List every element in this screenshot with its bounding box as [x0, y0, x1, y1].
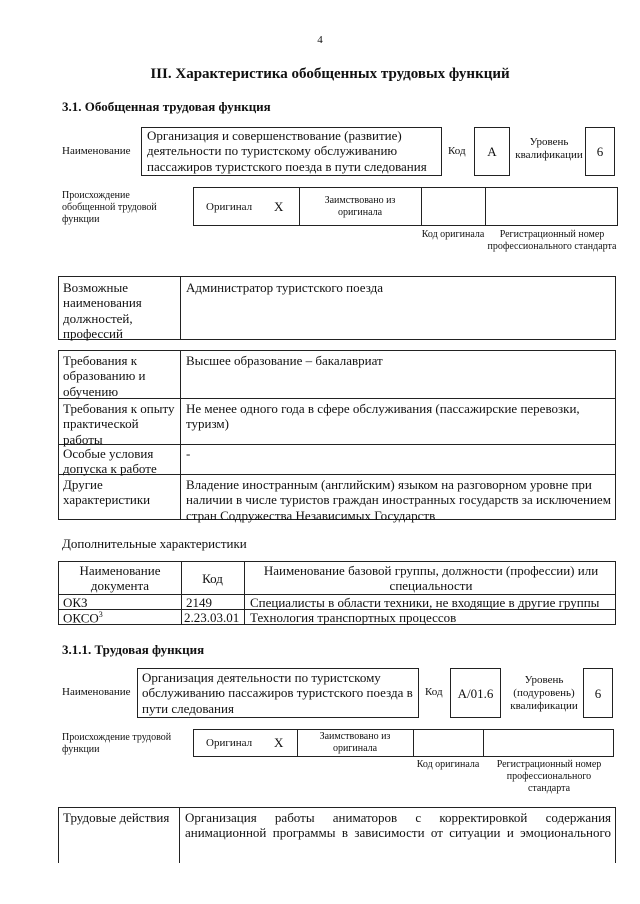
tf-code-value: A/01.6: [457, 686, 494, 701]
gf-name-value: Организация и совершенствование (развитие) деятельности по туристскому обслуживанию пассажиров туристского поезда в пути следования: [147, 128, 427, 174]
tf-original-label: Оригинал: [206, 737, 253, 749]
tf-origin-divider: [413, 729, 414, 757]
additional-row-doc: [63, 610, 103, 626]
gf-level-label: Уровень квалификации: [515, 136, 583, 161]
gf-heading: 3.1. Обобщенная трудовая функция: [62, 99, 271, 114]
gf-origin-label: Происхождение обобщенной трудовой функции: [62, 190, 157, 225]
gf-name-label: Наименование: [62, 145, 131, 157]
requirements-divider: [180, 350, 181, 520]
additional-header-doc: Наименование документа: [79, 563, 161, 594]
req-education-value: Высшее образование – бакалавриат: [186, 353, 383, 368]
req-other-value: Владение иностранным (английским) языком на разговорном уровне при наличии в числе туристов граждан иностранных государств за исключением стран Содружества Независимых Государств: [186, 477, 611, 523]
actions-divider: [179, 807, 180, 863]
tf-origin-divider: [297, 729, 298, 757]
tf-origin-label: Происхождение трудовой функции: [62, 732, 172, 755]
positions-value: Администратор туристского поезда: [186, 280, 383, 295]
gf-origin-divider: [421, 187, 422, 226]
gf-borrowed-label: Заимствовано из оригинала: [324, 195, 396, 218]
tf-level-value: 6: [594, 686, 602, 701]
additional-row-doc-text: ОКСО: [63, 610, 99, 626]
additional-row-code: 2.23.03.01: [184, 610, 240, 625]
additional-row-code: 2149: [186, 595, 212, 610]
tf-reg-caption: Регистрационный номер профессионального стандарта: [496, 759, 602, 794]
gf-level-value: 6: [596, 144, 604, 159]
additional-title: Дополнительные характеристики: [62, 536, 247, 551]
req-special-label: Особые условия допуска к работе: [63, 446, 157, 477]
additional-row-doc: ОКЗ: [63, 595, 88, 610]
actions-value: Организация работы аниматоров с корректировкой содержания анимационной программы в зависимости от ситуации и эмоционального: [185, 810, 611, 841]
gf-code-value: А: [487, 144, 497, 159]
positions-divider: [180, 276, 181, 340]
gf-orig-code-caption: Код оригинала: [421, 229, 485, 240]
tf-code-label: Код: [425, 686, 443, 698]
req-other-label: Другие характеристики: [63, 477, 151, 508]
req-education-label: Требования к образованию и обучению: [63, 353, 146, 399]
req-experience-value: Не менее одного года в сфере обслуживания (пассажирские перевозки, туризм): [186, 401, 580, 432]
page-number: 4: [317, 34, 323, 46]
gf-original-mark: X: [274, 199, 284, 214]
additional-row-name: Технология транспортных процессов: [250, 610, 457, 625]
gf-original-label: Оригинал: [206, 201, 253, 213]
tf-original-mark: X: [274, 735, 284, 750]
actions-label: Трудовые действия: [63, 810, 170, 825]
tf-origin-divider: [483, 729, 484, 757]
req-special-value: -: [186, 446, 191, 461]
additional-divider: [244, 561, 245, 625]
tf-name-label: Наименование: [62, 686, 131, 698]
positions-label: Возможные наименования должностей, профессий: [63, 280, 142, 341]
tf-orig-code-caption: Код оригинала: [416, 759, 480, 770]
gf-origin-divider: [485, 187, 486, 226]
tf-borrowed-label: Заимствовано из оригинала: [319, 731, 391, 754]
gf-origin-divider: [299, 187, 300, 226]
footnote-marker: 3: [98, 610, 103, 619]
additional-header-code: Код: [202, 571, 223, 586]
tf-level-label: Уровень (подуровень) квалификации: [510, 674, 578, 712]
additional-header-name: Наименование базовой группы, должности (профессии) или специальности: [263, 563, 599, 594]
additional-row-name: Специалисты в области техники, не входящие в другие группы: [250, 595, 600, 610]
gf-reg-caption: Регистрационный номер профессионального стандарта: [487, 229, 617, 252]
tf-name-value: Организация деятельности по туристскому обслуживанию пассажиров туристского поезда в пути следования: [142, 670, 413, 716]
req-experience-label: Требования к опыту практической работы: [63, 401, 175, 447]
gf-code-label: Код: [448, 145, 466, 157]
tf-heading: 3.1.1. Трудовая функция: [62, 642, 205, 657]
section-title: III. Характеристика обобщенных трудовых функций: [150, 66, 510, 82]
